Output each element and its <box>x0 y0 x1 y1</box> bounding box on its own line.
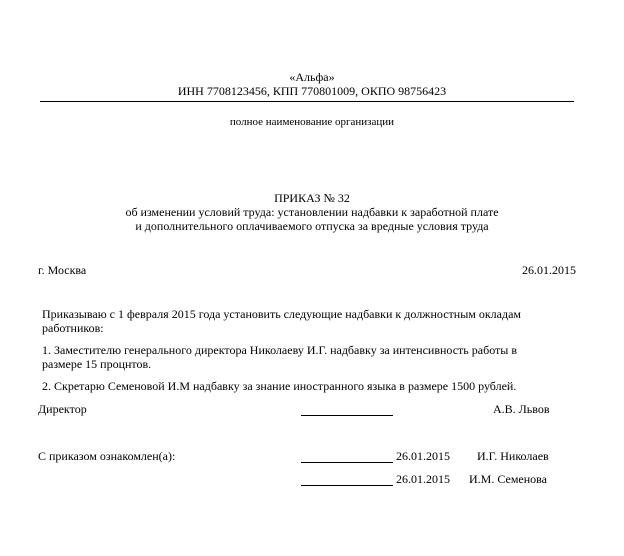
acknowledgement-signature-line <box>301 485 393 486</box>
acknowledgement-name: И.Г. Николаев <box>477 449 549 463</box>
signature-position: Директор <box>38 402 87 416</box>
order-place: г. Москва <box>38 263 87 277</box>
order-intro-line-1: Приказываю с 1 февраля 2015 года установить следующие надбавки к должностным окладам <box>42 307 522 321</box>
order-item-2: 2. Скретарю Семеновой И.М надбавку за знание иностранного языка в размере 1500 рублей. <box>42 379 517 393</box>
order-item-1-line-2: размере 15 процнтов. <box>42 357 152 371</box>
organization-caption: полное наименование организации <box>229 116 395 128</box>
organization-requisites: ИНН 7708123456, КПП 770801009, ОКПО 98756423 <box>177 84 447 98</box>
acknowledgement-date: 26.01.2015 <box>396 449 450 463</box>
order-intro-line-2: работников: <box>42 321 104 335</box>
order-date: 26.01.2015 <box>522 263 576 277</box>
acknowledgement-label: С приказом ознакомлен(а): <box>38 449 176 463</box>
order-item-1-line-1: 1. Заместителю генерального директора Николаеву И.Г. надбавку за интенсивность работы в <box>42 343 518 357</box>
acknowledgement-date: 26.01.2015 <box>396 472 450 486</box>
signature-name: А.В. Львов <box>493 402 550 416</box>
acknowledgement-name: И.М. Семенова <box>469 472 547 486</box>
acknowledgement-signature-line <box>301 462 393 463</box>
organization-name: «Альфа» <box>289 70 335 84</box>
signature-line <box>301 415 393 416</box>
order-subject-line-1: об изменении условий труда: установлении надбавки к заработной плате <box>125 205 499 219</box>
order-title: ПРИКАЗ № 32 <box>274 191 350 205</box>
header-divider <box>40 101 574 102</box>
order-subject-line-2: и дополнительного оплачиваемого отпуска за вредные условия труда <box>135 219 489 233</box>
